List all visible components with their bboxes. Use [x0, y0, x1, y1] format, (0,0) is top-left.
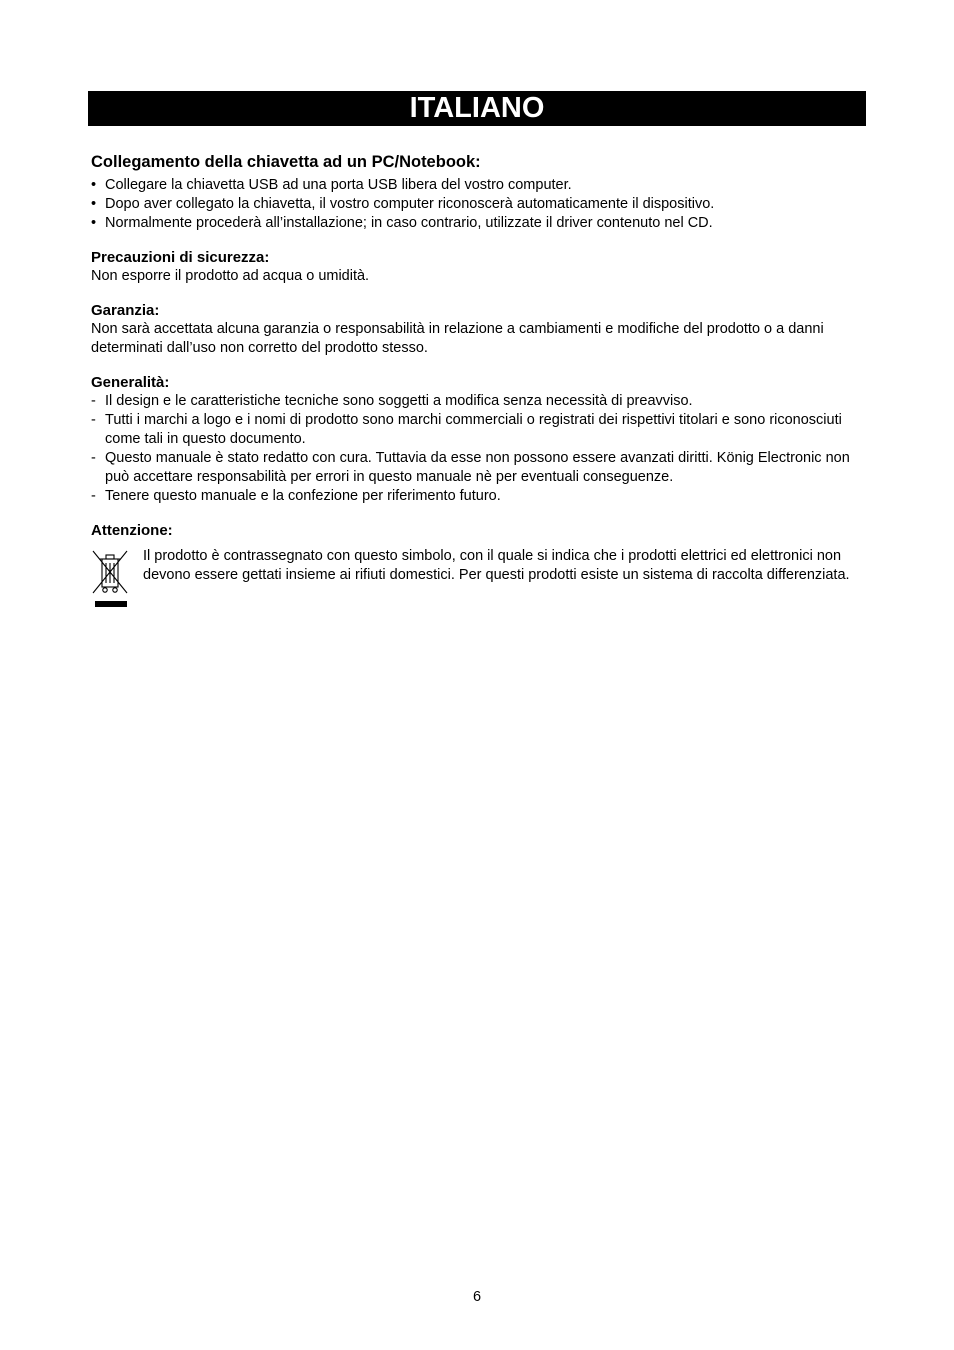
manual-content	[91, 152, 861, 585]
attention-text: Il prodotto è contrassegnato con questo simbolo, con il quale si indica che i prodotti elettrici ed elettronici non devono essere gettati insieme ai rifiuti domestici. Per questi prodotti esiste un sistema di raccolta differenziata.	[143, 548, 850, 583]
list-item-text: Normalmente procederà all’installazione; in caso contrario, utilizzate il driver contenuto nel CD.	[105, 215, 713, 231]
weee-crossed-bin-icon	[91, 549, 129, 607]
list-item	[91, 195, 861, 214]
list-item	[91, 176, 861, 195]
section-heading-attention: Attenzione:	[91, 522, 173, 539]
section-warranty	[91, 301, 861, 358]
list-item-text: Tutti i marchi a logo e i nomi di prodotto sono marchi commerciali o registrati dei rispettivi titolari e sono riconosciuti come tali in questo documento.	[105, 412, 842, 447]
dash-mark: -	[91, 450, 96, 466]
list-item	[91, 214, 861, 233]
safety-text: Non esporre il prodotto ad acqua o umidità.	[91, 268, 370, 284]
language-banner: ITALIANO	[88, 91, 866, 126]
general-list	[91, 392, 861, 506]
dash-mark: -	[91, 393, 96, 409]
section-heading-warranty: Garanzia:	[91, 302, 160, 319]
list-item	[91, 392, 861, 411]
list-item-text: Collegare la chiavetta USB ad una porta USB libera del vostro computer.	[105, 177, 572, 193]
bullet-mark: •	[91, 215, 97, 231]
page-number: 6	[472, 1289, 482, 1305]
section-heading-general: Generalità:	[91, 374, 170, 391]
list-item-text: Questo manuale è stato redatto con cura. Tuttavia da esse non possono essere avanzati diritti. König Electronic non può accettare responsabilità per errori in questo manuale nè per eventuali conseguenze.	[105, 450, 850, 485]
list-item-text: Il design e le caratteristiche tecniche sono soggetti a modifica senza necessità di preavviso.	[105, 393, 693, 409]
dash-mark: -	[91, 412, 96, 428]
warranty-text: Non sarà accettata alcuna garanzia o responsabilità in relazione a cambiamenti e modifiche del prodotto o a danni determinati dall’uso non corretto del prodotto stesso.	[91, 321, 824, 356]
list-item-text: Dopo aver collegato la chiavetta, il vostro computer riconoscerà automaticamente il dispositivo.	[105, 196, 715, 212]
dash-mark: -	[91, 488, 96, 504]
list-item	[91, 487, 861, 506]
connection-list	[91, 176, 861, 233]
section-attention	[91, 521, 861, 585]
section-heading-connection: Collegamento della chiavetta ad un PC/Notebook:	[91, 153, 481, 171]
bullet-mark: •	[91, 177, 97, 193]
attention-block	[91, 547, 861, 585]
list-item	[91, 449, 861, 487]
section-heading-safety: Precauzioni di sicurezza:	[91, 249, 270, 266]
section-safety	[91, 248, 861, 286]
list-item	[91, 411, 861, 449]
bullet-mark: •	[91, 196, 97, 212]
section-connection	[91, 152, 861, 233]
list-item-text: Tenere questo manuale e la confezione per riferimento futuro.	[105, 488, 501, 504]
section-general	[91, 373, 861, 506]
